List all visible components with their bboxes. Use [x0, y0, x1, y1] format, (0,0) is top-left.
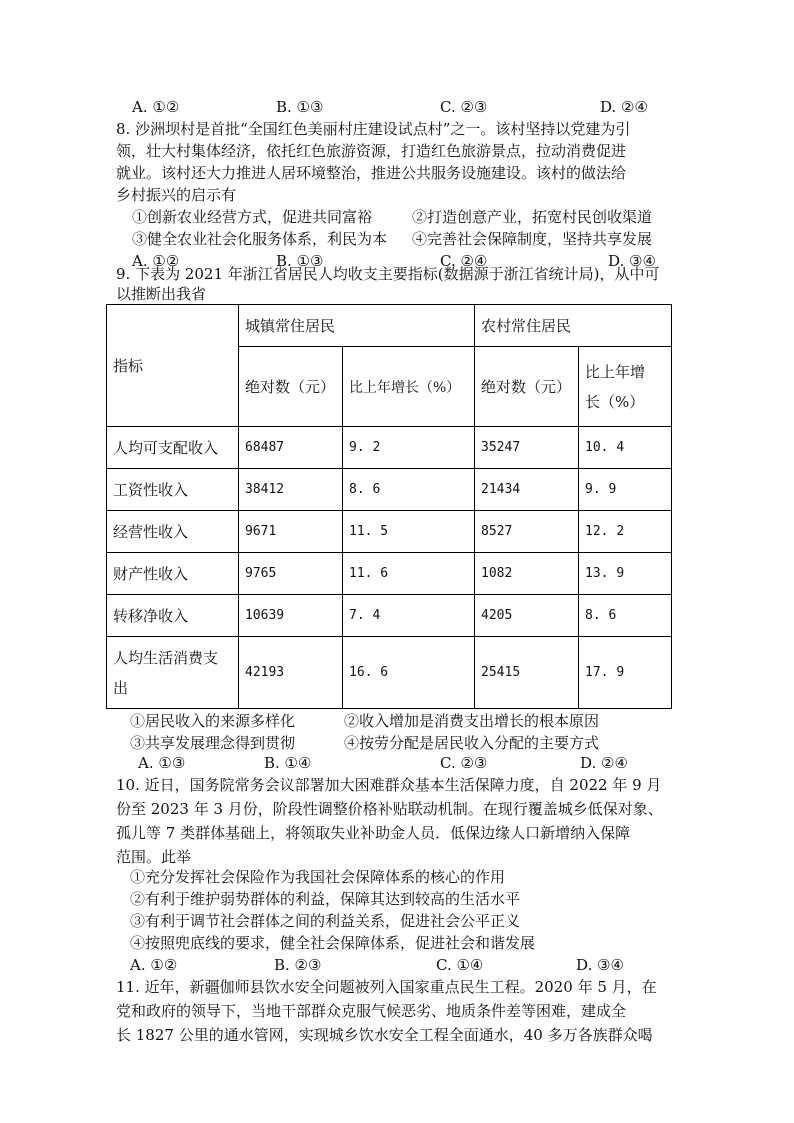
row-name: 工资性收入 — [107, 469, 239, 511]
q9-option-a: A. ①③ — [138, 754, 186, 772]
urban-growth-value: 16. 6 — [343, 637, 475, 709]
table-row — [107, 511, 672, 553]
q8-statement-4: ④完善社会保障制度，坚持共享发展 — [412, 230, 653, 248]
rural-growth-value: 12. 2 — [579, 511, 672, 553]
q8-option-b: B. ①③ — [276, 252, 324, 270]
q9-statement-1: ①居民收入的来源多样化 — [130, 712, 296, 730]
header-indicator: 指标 — [107, 305, 239, 427]
header-urban-growth-text: 比上年增长（%） — [349, 379, 461, 396]
q10-option-d: D. ③④ — [576, 956, 624, 974]
q9-option-c: C. ②③ — [440, 754, 488, 772]
q7-option-d: D. ②④ — [600, 98, 648, 116]
q11-stem-line-3: 长 1827 公里的通水管网，实现城乡饮水安全工程全面通水，40 多万各族群众喝 — [116, 1026, 653, 1044]
table-row — [107, 553, 672, 595]
rural-growth-value: 9. 9 — [579, 469, 672, 511]
q8-option-d: D. ③④ — [608, 252, 656, 270]
rural-abs-value: 8527 — [475, 511, 579, 553]
q8-statement-3: ③健全农业社会化服务体系，利民为本 — [132, 230, 388, 248]
q9-statement-3: ③共享发展理念得到贯彻 — [130, 734, 296, 752]
q9-stem-line-1: 9. 下表为 2021 年浙江省居民人均收支主要指标(数据源于浙江省统计局)，从中可 — [116, 265, 660, 283]
q8-option-c: C. ②④ — [440, 252, 488, 270]
urban-growth-value: 8. 6 — [343, 469, 475, 511]
q10-statement-2: ②有利于维护弱势群体的利益，保障其达到较高的生活水平 — [130, 890, 521, 908]
rural-abs-value: 1082 — [475, 553, 579, 595]
income-table — [106, 304, 672, 709]
q9-option-b: B. ①④ — [264, 754, 312, 772]
row-name-line-1: 人均生活消费支 — [113, 648, 219, 667]
rural-abs-value: 4205 — [475, 595, 579, 637]
q10-stem-line-3: 孤儿等 7 类群体基础上，将领取失业补助金人员．低保边缘人口新增纳入保障 — [116, 824, 631, 842]
urban-abs-value: 10639 — [239, 595, 343, 637]
table-row — [107, 595, 672, 637]
q11-stem-line-1: 11. 近年，新疆伽师县饮水安全问题被列入国家重点民生工程。2020 年 5 月，在 — [116, 978, 657, 996]
row-name: 经营性收入 — [107, 511, 239, 553]
header-urban-abs: 绝对数（元） — [239, 347, 343, 427]
header-rural-growth — [579, 347, 672, 427]
q10-option-b: B. ②③ — [274, 956, 322, 974]
q10-option-a: A. ①② — [130, 956, 178, 974]
q8-stem-line-3: 就业。该村还大力推进人居环境整治，推进公共服务设施建设。该村的做法给 — [116, 164, 627, 182]
q10-stem-line-4: 范围。此举 — [116, 848, 192, 866]
q10-stem-line-1: 10. 近日，国务院常务会议部署加大困难群众基本生活保障力度，自 2022 年 9 月 — [116, 776, 662, 794]
q8-statement-1: ①创新农业经营方式，促进共同富裕 — [132, 208, 373, 226]
urban-growth-value: 11. 6 — [343, 553, 475, 595]
rural-growth-value: 13. 9 — [579, 553, 672, 595]
urban-growth-value: 9. 2 — [343, 427, 475, 469]
q7-option-c: C. ②③ — [440, 98, 488, 116]
row-name — [107, 637, 239, 709]
rural-growth-value: 10. 4 — [579, 427, 672, 469]
header-rural-growth-line-1: 比上年增 — [585, 362, 646, 381]
rural-growth-value: 8. 6 — [579, 595, 672, 637]
q10-statement-4: ④按照兜底线的要求，健全社会保障体系，促进社会和谐发展 — [130, 934, 536, 952]
q10-option-c: C. ①④ — [436, 956, 484, 974]
header-urban-growth — [343, 347, 475, 427]
rural-growth-value: 17. 9 — [579, 637, 672, 709]
urban-abs-value: 68487 — [239, 427, 343, 469]
header-rural-growth-line-2: 长（%） — [585, 392, 645, 411]
rural-abs-value: 35247 — [475, 427, 579, 469]
q7-option-b: B. ①③ — [276, 98, 324, 116]
q8-stem-line-1: 8. 沙洲坝村是首批“全国红色美丽村庄建设试点村”之一。该村坚持以党建为引 — [116, 120, 631, 138]
header-rural: 农村常住居民 — [475, 305, 672, 347]
row-name: 转移净收入 — [107, 595, 239, 637]
row-name-line-2: 出 — [113, 678, 129, 697]
q11-stem-line-2: 党和政府的领导下，当地干部群众克服气候恶劣、地质条件差等困难，建成全 — [116, 1002, 627, 1020]
urban-abs-value: 9765 — [239, 553, 343, 595]
urban-abs-value: 9671 — [239, 511, 343, 553]
urban-growth-value: 11. 5 — [343, 511, 475, 553]
row-name: 财产性收入 — [107, 553, 239, 595]
rural-abs-value: 21434 — [475, 469, 579, 511]
q8-stem-line-4: 乡村振兴的启示有 — [116, 186, 237, 204]
q8-statement-2: ②打造创意产业，拓宽村民创收渠道 — [412, 208, 653, 226]
q10-statement-3: ③有利于调节社会群体之间的利益关系，促进社会公平正义 — [130, 912, 521, 930]
q8-stem-line-2: 领，壮大村集体经济，依托红色旅游资源，打造红色旅游景点，拉动消费促进 — [116, 142, 627, 160]
q10-stem-line-2: 份至 2023 年 3 月份，阶段性调整价格补贴联动机制。在现行覆盖城乡低保对象、 — [116, 800, 663, 818]
rural-abs-value: 25415 — [475, 637, 579, 709]
table-row — [107, 637, 672, 709]
q9-statement-4: ④按劳分配是居民收入分配的主要方式 — [344, 734, 600, 752]
urban-growth-value: 7. 4 — [343, 595, 475, 637]
table-row — [107, 469, 672, 511]
q9-stem-line-2: 以推断出我省 — [116, 285, 207, 303]
header-rural-abs: 绝对数（元） — [475, 347, 579, 427]
q9-statement-2: ②收入增加是消费支出增长的根本原因 — [344, 712, 600, 730]
q10-statement-1: ①充分发挥社会保险作为我国社会保障体系的核心的作用 — [130, 868, 506, 886]
q7-option-a: A. ①② — [132, 98, 180, 116]
q8-option-a: A. ①② — [132, 252, 180, 270]
row-name: 人均可支配收入 — [107, 427, 239, 469]
header-urban: 城镇常住居民 — [239, 305, 475, 347]
q9-option-d: D. ②④ — [580, 754, 628, 772]
urban-abs-value: 38412 — [239, 469, 343, 511]
table-row — [107, 427, 672, 469]
urban-abs-value: 42193 — [239, 637, 343, 709]
